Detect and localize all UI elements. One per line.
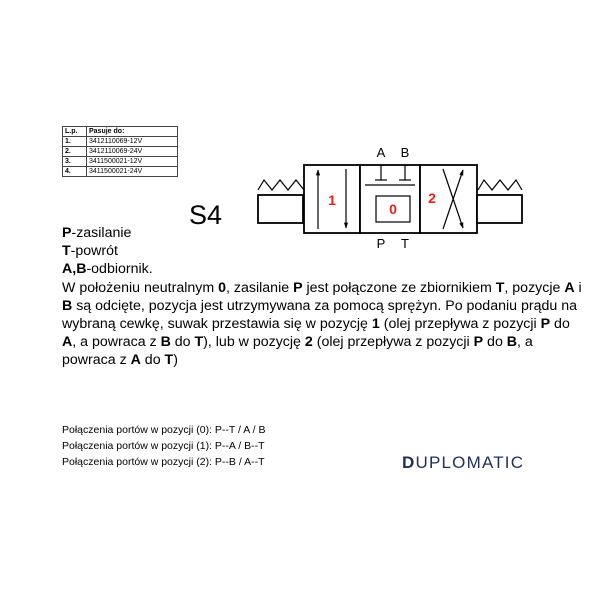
table-cell-lp: 4.	[63, 167, 87, 177]
table-row	[63, 147, 178, 157]
legend-ab	[62, 260, 582, 278]
desc-text: do	[550, 316, 570, 333]
position-label-0: 0	[389, 201, 397, 217]
connection-line-2: Połączenia portów w pozycji (2): P--B / A--T	[62, 456, 265, 468]
desc-text: (olej przepływa z pozycji	[312, 334, 474, 351]
description-paragraph	[62, 279, 582, 370]
desc-bold: P	[473, 334, 484, 351]
legend-ab-text: -odbiornik.	[86, 261, 153, 278]
legend-t-text: -powrót	[70, 243, 118, 260]
position-label-1: 1	[328, 192, 336, 208]
table-cell-part: 3411500021-12V	[87, 157, 178, 167]
desc-text: , pozycje	[504, 279, 565, 296]
desc-text: )	[173, 352, 178, 369]
port-label-t: T	[401, 236, 409, 251]
table-cell-lp: 1.	[63, 137, 87, 147]
model-code: S4	[189, 200, 223, 230]
legend-t-letter: T	[62, 243, 71, 260]
desc-bold: 1	[371, 316, 380, 333]
desc-text: W położeniu neutralnym	[62, 279, 219, 296]
desc-bold: A	[564, 279, 575, 296]
desc-bold: P	[293, 279, 303, 296]
desc-bold: T	[495, 279, 505, 296]
desc-bold: 2	[304, 334, 313, 351]
desc-text: do	[483, 334, 507, 351]
desc-bold: T	[194, 334, 204, 351]
position-box-0	[360, 165, 420, 233]
description	[62, 224, 582, 370]
desc-text: do	[140, 352, 165, 369]
desc-bold: A	[62, 334, 73, 351]
legend-ab-letters: A,B	[62, 261, 87, 278]
desc-bold: B	[62, 297, 73, 314]
desc-bold: A	[130, 352, 141, 369]
table-cell-lp: 3.	[63, 157, 87, 167]
desc-text: , a powraca z	[72, 334, 161, 351]
desc-text: i	[574, 279, 582, 296]
port-label-b: B	[400, 145, 410, 160]
table-header-fits: Pasuje do:	[87, 127, 178, 137]
left-solenoid	[258, 195, 303, 223]
desc-text: do	[170, 334, 195, 351]
desc-text: ), lub w pozycję	[203, 334, 305, 351]
desc-text: są odcięte, pozycja jest utrzymywana za pomocą sprężyn. Po podaniu prądu na wybraną cewkę, suwak przestawia się w pozycję	[62, 297, 577, 333]
desc-text: , a powraca z	[62, 334, 533, 369]
desc-bold: 0	[218, 279, 227, 296]
port-label-p: P	[376, 236, 386, 251]
brand-logo-initial: D	[402, 453, 416, 472]
desc-text: (olej przepływa z pozycji	[379, 316, 541, 333]
table-row	[63, 167, 178, 177]
table-cell-part: 3411500021-24V	[87, 167, 178, 177]
table-row	[63, 137, 178, 147]
brand-logo	[402, 453, 524, 473]
table-header-lp: L.p.	[63, 127, 87, 137]
connection-line-1: Połączenia portów w pozycji (1): P--A / B--T	[62, 440, 265, 452]
right-spring-icon	[478, 180, 522, 190]
table-cell-part: 3412110069-12V	[87, 137, 178, 147]
left-spring-icon	[258, 180, 304, 190]
legend-p-text: -zasilanie	[71, 225, 132, 241]
table-row	[63, 157, 178, 167]
position-label-2: 2	[428, 190, 436, 206]
table-header-row	[63, 127, 178, 137]
right-solenoid	[477, 195, 522, 223]
table-cell-lp: 2.	[63, 147, 87, 157]
legend-t	[62, 242, 582, 260]
desc-bold: P	[540, 316, 551, 333]
port-connections	[62, 422, 265, 470]
desc-text: jest połączone ze zbiornikiem	[302, 279, 496, 296]
table-cell-part: 3412110069-24V	[87, 147, 178, 157]
desc-bold: B	[160, 334, 171, 351]
legend-p	[62, 224, 582, 242]
legend-p-letter: P	[62, 225, 72, 241]
brand-logo-text: UPLOMATIC	[415, 453, 525, 472]
desc-text: , zasilanie	[226, 279, 294, 296]
compatibility-table	[62, 126, 178, 177]
port-label-a: A	[376, 145, 386, 160]
connection-line-0: Połączenia portów w pozycji (0): P--T / A / B	[62, 424, 266, 436]
desc-bold: T	[164, 352, 174, 369]
desc-bold: B	[506, 334, 518, 351]
